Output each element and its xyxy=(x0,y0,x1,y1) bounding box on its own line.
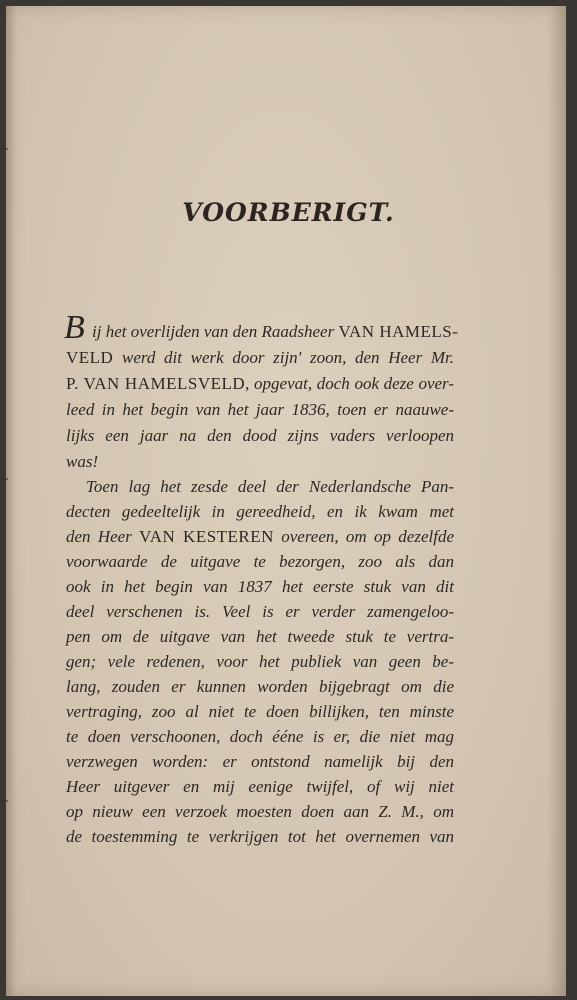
text-line: P. VAN HAMELSVELD, opgevat, doch ook deze over- xyxy=(66,374,454,393)
text-line: de toestemming te verkrijgen tot het overnemen van xyxy=(66,827,454,846)
binding-mark xyxy=(2,800,8,802)
text-line: ook in het begin van 1837 het eerste stuk van dit xyxy=(66,577,454,596)
text-line: verzwegen worden: er ontstond namelijk bij den xyxy=(66,752,454,771)
text-line: lang, zouden er kunnen worden bijgebragt om die xyxy=(66,677,454,696)
drop-initial: B xyxy=(64,309,85,346)
text-line: VELD werd dit werk door zijn' zoon, den Heer Mr. xyxy=(66,348,454,367)
text-line: leed in het begin van het jaar 1836, toen er naauwe- xyxy=(66,400,454,419)
book-page xyxy=(6,6,566,996)
binding-mark xyxy=(2,478,8,480)
text-line: Heer uitgever en mij eenige twijfel, of wij niet xyxy=(66,777,454,796)
text-line: pen om de uitgave van het tweede stuk te vertra- xyxy=(66,627,454,646)
text-line: deel verschenen is. Veel is er verder zamengeloo- xyxy=(66,602,454,621)
text-line: was! xyxy=(66,452,99,471)
text-line: den Heer VAN KESTEREN overeen, om op dezelfde xyxy=(66,527,454,546)
text-line: decten gedeeltelijk in gereedheid, en ik kwam met xyxy=(66,502,454,521)
text-line: voorwaarde de uitgave te bezorgen, zoo als dan xyxy=(66,552,454,571)
text-line: vertraging, zoo al niet te doen billijken, ten minste xyxy=(66,702,454,721)
text-line: ij het overlijden van den Raadsheer VAN HAMELS- xyxy=(92,322,459,341)
binding-mark xyxy=(2,148,8,150)
text-line: gen; vele redenen, voor het publiek van geen be- xyxy=(66,652,454,671)
text-line: op nieuw een verzoek moesten doen aan Z. M., om xyxy=(66,802,454,821)
page-title: VOORBERIGT. xyxy=(182,198,395,227)
page-edge-shadow xyxy=(548,6,566,996)
text-line: te doen verschoonen, doch ééne is er, die niet mag xyxy=(66,727,454,746)
page-gutter-shadow xyxy=(6,6,16,996)
text-line: lijks een jaar na den dood zijns vaders verloopen xyxy=(66,426,454,445)
text-line: Toen lag het zesde deel der Nederlandsche Pan- xyxy=(86,477,454,496)
